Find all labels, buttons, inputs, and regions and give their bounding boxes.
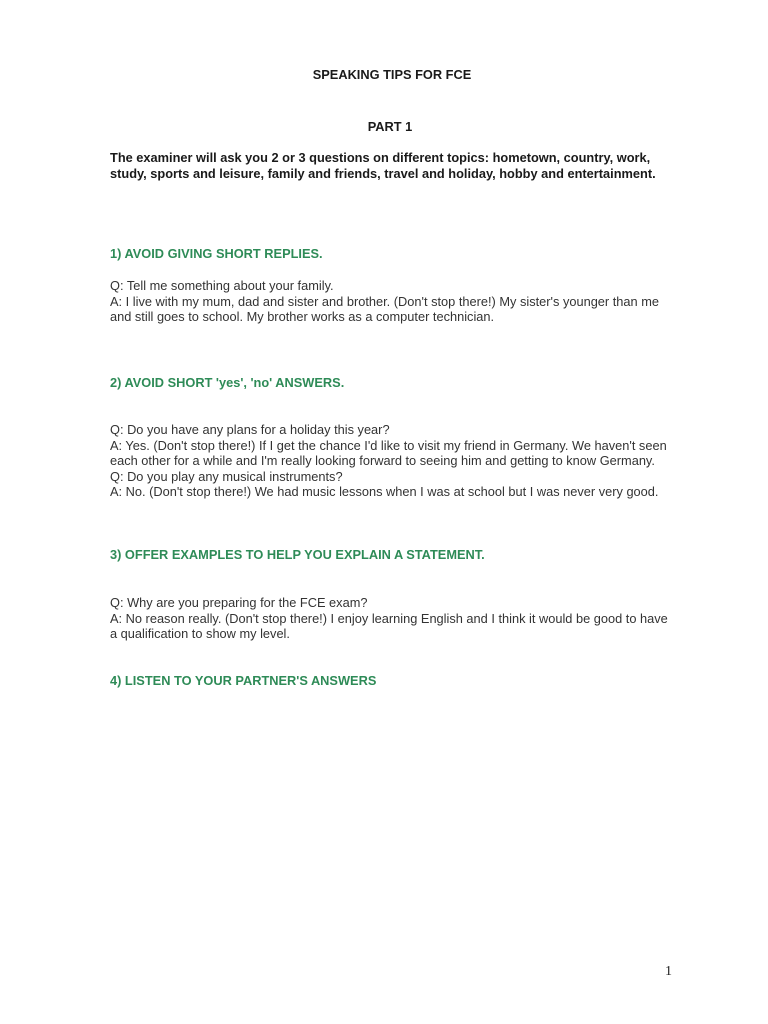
section-2-answer-1: A: Yes. (Don't stop there!) If I get the chance I'd like to visit my friend in Germany. We haven't seen each other for a while and I'm really looking forward to seeing him and getting to know Germany. <box>110 437 667 469</box>
section-2-answer-2: A: No. (Don't stop there!) We had music lessons when I was at school but I was never very good. <box>110 484 659 500</box>
section-2-heading: 2) AVOID SHORT 'yes', 'no' ANSWERS. <box>110 375 345 390</box>
part-heading: PART 1 <box>367 119 413 134</box>
page-number: 1 <box>665 964 672 979</box>
document-title: SPEAKING TIPS FOR FCE <box>312 67 472 82</box>
section-1-answer: A: I live with my mum, dad and sister and brother. (Don't stop there!) My sister's younger than me and still goes to school. My brother works as a computer technician. <box>110 293 659 325</box>
section-2-question-2: Q: Do you play any musical instruments? <box>110 468 343 484</box>
section-3-body <box>110 595 670 642</box>
intro-paragraph: The examiner will ask you 2 or 3 questions on different topics: hometown, country, work, study, sports and leisure, family and friends, travel and holiday, hobby and entertainment. <box>110 150 656 181</box>
section-3-heading: 3) OFFER EXAMPLES TO HELP YOU EXPLAIN A STATEMENT. <box>110 547 485 562</box>
section-3-answer: A: No reason really. (Don't stop there!) I enjoy learning English and I think it would be good to have a qualification to show my level. <box>110 610 668 642</box>
section-1-heading: 1) AVOID GIVING SHORT REPLIES. <box>110 246 323 261</box>
section-1-question: Q: Tell me something about your family. <box>110 278 334 293</box>
section-2-body <box>110 422 670 500</box>
section-3-question: Q: Why are you preparing for the FCE exam? <box>110 595 368 610</box>
section-1-body <box>110 278 670 325</box>
section-2-question-1: Q: Do you have any plans for a holiday this year? <box>110 422 390 437</box>
section-4-heading: 4) LISTEN TO YOUR PARTNER'S ANSWERS <box>110 673 377 688</box>
